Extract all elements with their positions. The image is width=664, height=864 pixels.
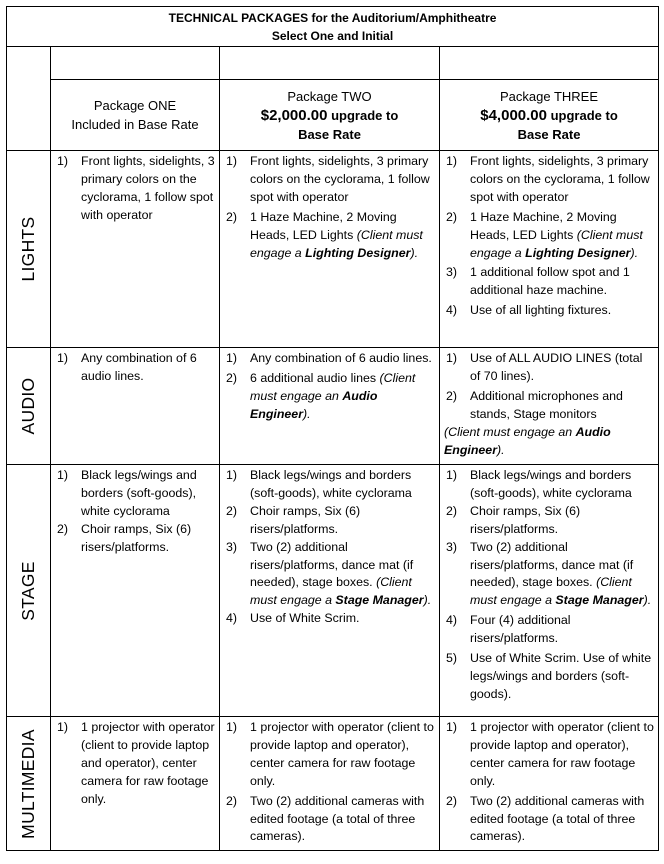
list-item: 1) Black legs/wings and borders (soft-goods), white cyclorama bbox=[57, 468, 197, 518]
audio-package-three bbox=[440, 348, 659, 465]
list-item: 1) Use of ALL AUDIO LINES (total of 70 lines). bbox=[446, 351, 643, 383]
lights-package-one bbox=[51, 151, 220, 348]
stage-package-one bbox=[51, 465, 220, 717]
title-line-1: TECHNICAL PACKAGES for the Auditorium/Amphitheatre bbox=[168, 11, 497, 25]
list-item: 2) Choir ramps, Six (6) risers/platforms. bbox=[446, 503, 581, 536]
list-item: 2) Choir ramps, Six (6) risers/platforms. bbox=[57, 521, 192, 554]
lights-package-three bbox=[440, 151, 659, 348]
list-item: 1) Black legs/wings and borders (soft-goods), white cyclorama bbox=[446, 468, 632, 500]
list-item: 5) Use of White Scrim. Use of white legs/wings and borders (soft-goods). bbox=[446, 651, 652, 701]
audio-three-note: (Client must engage an Audio Engineer). bbox=[444, 424, 611, 457]
row-label-multimedia: MULTIMEDIA bbox=[7, 717, 51, 851]
blank-cell-two bbox=[220, 47, 440, 80]
list-item: 4) Use of White Scrim. bbox=[226, 611, 360, 626]
list-item: 4) Four (4) additional risers/platforms. bbox=[446, 613, 571, 646]
lights-package-two bbox=[220, 151, 440, 348]
stage-package-three bbox=[440, 465, 659, 717]
package-two-upgrade: upgrade to bbox=[331, 107, 399, 123]
packages-document bbox=[6, 6, 658, 851]
package-two-name: Package TWO bbox=[287, 88, 372, 104]
list-item: 2) Two (2) additional cameras with edited footage (a total of three cameras). bbox=[226, 793, 425, 844]
list-item: 4) Use of all lighting fixtures. bbox=[446, 303, 612, 318]
title-line-2: Select One and Initial bbox=[271, 29, 394, 43]
list-item: 2) Two (2) additional cameras with edited footage (a total of three cameras). bbox=[446, 793, 645, 844]
list-item: 1) 1 projector with operator (client to provide laptop and operator), center camera for raw footage only. bbox=[57, 720, 215, 806]
multimedia-package-one bbox=[51, 717, 220, 851]
packages-table bbox=[6, 6, 659, 851]
audio-package-two bbox=[220, 348, 440, 465]
package-one-name: Package ONE bbox=[93, 98, 177, 113]
blank-cell-one bbox=[51, 47, 220, 80]
corner-cell bbox=[7, 47, 51, 151]
package-three-upgrade: upgrade to bbox=[550, 107, 618, 123]
list-item: 1) 1 projector with operator (client to provide laptop and operator), center camera for raw footage only. bbox=[446, 720, 654, 788]
row-label-stage: STAGE bbox=[7, 465, 51, 717]
list-item: 2) Choir ramps, Six (6) risers/platforms. bbox=[226, 503, 361, 536]
package-three-base: Base Rate bbox=[517, 126, 581, 142]
list-item: 1) 1 projector with operator (client to provide laptop and operator), center camera for raw footage only. bbox=[226, 720, 434, 788]
table-title bbox=[7, 7, 659, 47]
package-three-name: Package THREE bbox=[500, 88, 599, 104]
row-label-audio: AUDIO bbox=[7, 348, 51, 465]
list-item: 1) Any combination of 6 audio lines. bbox=[226, 351, 432, 365]
list-item: 1) Any combination of 6 audio lines. bbox=[57, 351, 197, 383]
list-item: 3) Two (2) additional risers/platforms, dance mat (if needed), stage boxes. (Client must engage a Stage Manager). bbox=[446, 539, 652, 608]
audio-package-one bbox=[51, 348, 220, 465]
list-item: 1) Front lights, sidelights, 3 primary colors on the cyclorama, 1 follow spot with operator bbox=[446, 154, 650, 204]
list-item: 3) Two (2) additional risers/platforms, dance mat (if needed), stage boxes. (Client must engage a Stage Manager). bbox=[226, 539, 432, 608]
package-two-base: Base Rate bbox=[298, 126, 361, 142]
row-label-lights: LIGHTS bbox=[7, 151, 51, 348]
list-item: 2) Additional microphones and stands, Stage monitors bbox=[446, 388, 623, 421]
stage-package-two bbox=[220, 465, 440, 717]
blank-cell-three bbox=[440, 47, 659, 80]
list-item: 1) Front lights, sidelights, 3 primary colors on the cyclorama, 1 follow spot with operator bbox=[57, 154, 215, 222]
package-one-rate: Included in Base Rate bbox=[71, 117, 199, 132]
multimedia-package-three bbox=[440, 717, 659, 851]
list-item: 2) 1 Haze Machine, 2 Moving Heads, LED Lights (Client must engage a Lighting Designer). bbox=[446, 209, 643, 260]
package-three-header bbox=[440, 80, 659, 151]
package-two-price: $2,000.00 bbox=[260, 106, 328, 124]
list-item: 2) 1 Haze Machine, 2 Moving Heads, LED Lights (Client must engage a Lighting Designer). bbox=[226, 209, 423, 260]
list-item: 1) Black legs/wings and borders (soft-goods), white cyclorama bbox=[226, 468, 412, 500]
package-one-header bbox=[51, 80, 220, 151]
list-item: 1) Front lights, sidelights, 3 primary colors on the cyclorama, 1 follow spot with operator bbox=[226, 154, 430, 204]
list-item: 3) 1 additional follow spot and 1 additional haze machine. bbox=[446, 265, 630, 298]
package-two-header bbox=[220, 80, 440, 151]
package-three-price: $4,000.00 bbox=[480, 106, 547, 124]
list-item: 2) 6 additional audio lines (Client must engage an Audio Engineer). bbox=[226, 370, 416, 421]
multimedia-package-two bbox=[220, 717, 440, 851]
